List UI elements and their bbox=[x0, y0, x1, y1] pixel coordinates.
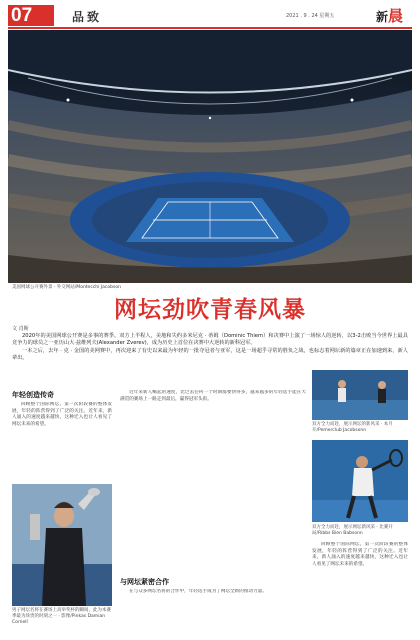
body-paragraph: 在与众多网坛名将的合作中，年轻选手成为了网坛全新的推动力量。 bbox=[129, 589, 267, 594]
hero-photo bbox=[8, 30, 412, 283]
section-heading: 与网坛紧密合作 bbox=[120, 578, 169, 586]
header-rule bbox=[8, 27, 412, 29]
article-column-3 bbox=[312, 542, 408, 632]
article-column-2b bbox=[120, 589, 306, 629]
section-title: 品致 bbox=[72, 10, 103, 24]
page-header bbox=[0, 0, 420, 26]
hero-caption: 美国网球公开赛外景 · 外交网站/Montecchi Jacobson bbox=[12, 285, 121, 290]
action-photo-bottom bbox=[312, 440, 408, 522]
article-headline: 网坛劲吹青春风暴 bbox=[114, 296, 306, 323]
body-paragraph: 回顾整个国际网坛，第一次阶段赛的整体发展，年轻的阵营得到了广泛的关注。近年来，新人涌入的速度越来越快，这种迁入也让人看见了网坛未来的希望。 bbox=[312, 542, 408, 568]
photo-caption: 双方全力而赴，展示网坛新风采 · 比赛开局/Ribbs Bien Babsonn bbox=[312, 525, 393, 536]
lead-paragraph: 一本之后，去年 · 克 · 金国的美网赛中，再次迎来了有史以来最为年轻的一批夺冠者与亚军，这是一场超乎寻常的胜负之战，也标志着网坛新的篇章正在加速到来，新人辈出。 bbox=[12, 347, 408, 361]
section-heading: 年轻创造传奇 bbox=[12, 391, 54, 399]
page-number: 07 bbox=[8, 5, 54, 26]
issue-date: 2021 . 9 . 24 星期五 bbox=[286, 13, 335, 19]
lead-paragraph: 2020年的美国网球公开赛是多事的赛季。双方上半程人，美地和失约多米尼克 · 蒂姆（Dominic Thiem）和决赛中上演了一场惊人的逆转，以3-2击败当今世界上最具竞争力的球员之一亚历山大·兹维列夫(Alexander Zverev)，成为历史上首位在决赛中大逆转的新科冠军。 bbox=[12, 333, 408, 347]
action-photo-top bbox=[312, 370, 408, 420]
article-byline: 文 肖斯 bbox=[12, 326, 29, 332]
body-paragraph: 回顾整个国际网坛，第一次阶段赛的整体发展，年轻的阵营得到了广泛的关注。近年来，新人涌入的速度越来越快，这种迁入也让人看见了网坛未来的希望。 bbox=[12, 402, 112, 428]
photo-caption: 双方全力而赴，展示网坛的新风采 · 本月开/Pemerclub Jacobsonn bbox=[312, 422, 393, 433]
photo-caption: 男子网坛名将在赛场上高举奖杯的瞬间，此为本赛季最为珍贵的时刻之一 · 影像/Pinkas Damian Cornell bbox=[12, 608, 111, 625]
article-lead bbox=[12, 333, 408, 362]
stadium-illustration bbox=[8, 30, 412, 283]
article-column-1 bbox=[12, 402, 112, 480]
article-column-2 bbox=[120, 390, 306, 540]
newspaper-logo: 新晨 bbox=[376, 7, 404, 25]
body-paragraph: 近年来新人崛起的速度，比过去任何一个时期都要快得多，越来越多的年轻选手能在大满贯的赛场上一路走到最后，赢得冠军头衔。 bbox=[120, 390, 306, 402]
trophy-photo bbox=[12, 484, 112, 606]
